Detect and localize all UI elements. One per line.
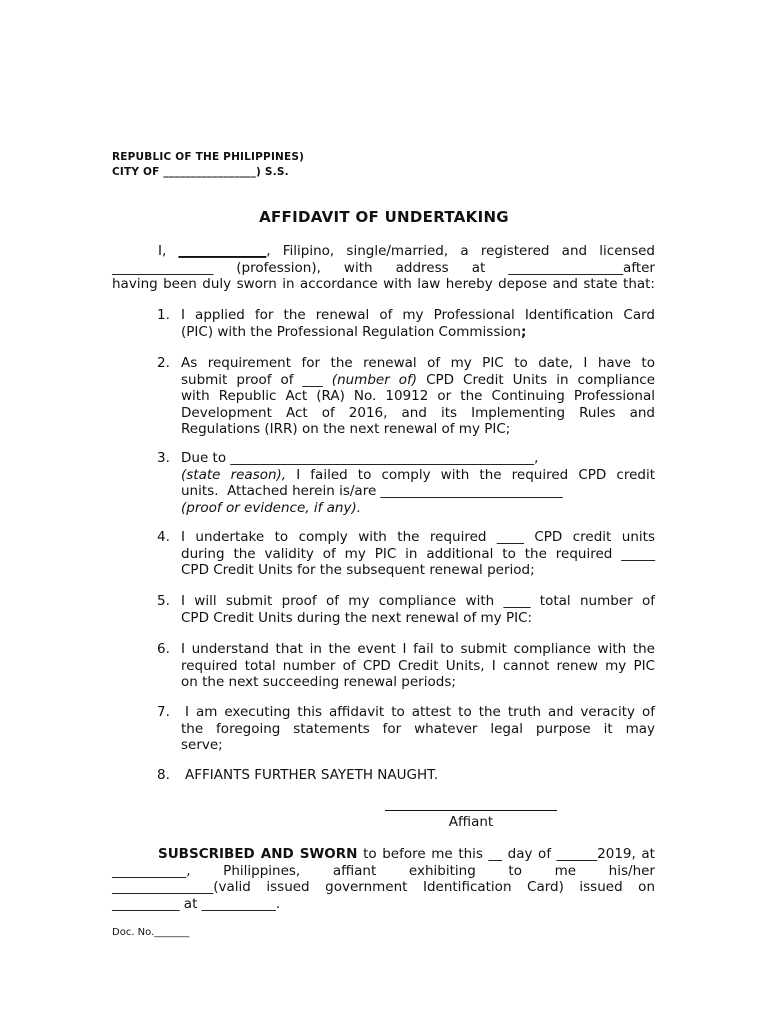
document-title: AFFIDAVIT OF UNDERTAKING <box>259 208 509 226</box>
list-item: 1. I applied for the renewal of my Professional Identification Card (PIC) with the Professional Regulation Commission; <box>157 307 655 340</box>
item-number: 2. <box>157 355 170 371</box>
item-number: 1. <box>157 307 170 323</box>
list-item: 5. I will submit proof of my compliance with ____ total number of CPD Credit Units during the next renewal of my PIC: <box>157 593 655 626</box>
list-item: 4. I undertake to comply with the required ____ CPD credit units during the validity of my PIC in additional to the required _____ CPD Credit Units for the subsequent renewal period; <box>157 529 655 579</box>
jurat-line-4: __________ at ___________. <box>112 895 281 912</box>
name-blank: _____________ <box>178 243 267 259</box>
intro-line-3: having been duly sworn in accordance with law hereby depose and state that: <box>112 276 655 293</box>
item-number: 8. <box>157 767 170 783</box>
jurat-paragraph <box>112 846 655 912</box>
jurat-bold: SUBSCRIBED AND SWORN <box>158 846 358 862</box>
intro-paragraph <box>112 243 655 293</box>
intro-line-1: I, _____________, Filipino, single/married, a registered and licensed <box>158 243 655 259</box>
item-number: 6. <box>157 641 170 657</box>
list-item: 3. Due to _____________________________________________, (state reason), I failed to comply with the required CPD credit units. Attached herein is/are ___________________________ (proof or evidence, if any). <box>157 450 655 516</box>
venue-block <box>112 150 304 180</box>
item-number: 5. <box>157 593 170 609</box>
list-item: 7. I am executing this affidavit to attest to the truth and veracity of the foregoing statements for whatever legal purpose it may serve; <box>157 704 655 754</box>
jurat-line-3: _______________(valid issued government Identification Card) issued on <box>112 879 655 896</box>
item-number: 7. <box>157 704 170 720</box>
venue-line-1: REPUBLIC OF THE PHILIPPINES) <box>112 151 305 163</box>
doc-number: Doc. No._______ <box>112 927 190 938</box>
jurat-line-1: SUBSCRIBED AND SWORN to before me this __ day of ______2019, at <box>158 846 655 862</box>
jurat-line-2: ___________, Philippines, affiant exhibiting to me his/her <box>112 862 655 879</box>
list-item: 8. AFFIANTS FURTHER SAYETH NAUGHT. <box>157 767 439 783</box>
affiant-label: Affiant <box>448 814 494 830</box>
list-item: 2. As requirement for the renewal of my PIC to date, I have to submit proof of ___ (number of) CPD Credit Units in compliance with Republic Act (RA) No. 10912 or the Continuing Professional Development Act of 2016, and its Implementing Rules and Regulations (IRR) on the next renewal of my PIC; <box>157 355 655 438</box>
signature-line <box>385 810 557 811</box>
item-number: 3. <box>157 450 170 466</box>
intro-line-2: _______________ (profession), with address at _________________after <box>112 259 655 276</box>
venue-line-2: CITY OF _________________) S.S. <box>112 166 289 178</box>
list-item: 6. I understand that in the event I fail to submit compliance with the required total number of CPD Credit Units, I cannot renew my PIC on the next succeeding renewal periods; <box>157 641 655 691</box>
item-number: 4. <box>157 529 170 545</box>
